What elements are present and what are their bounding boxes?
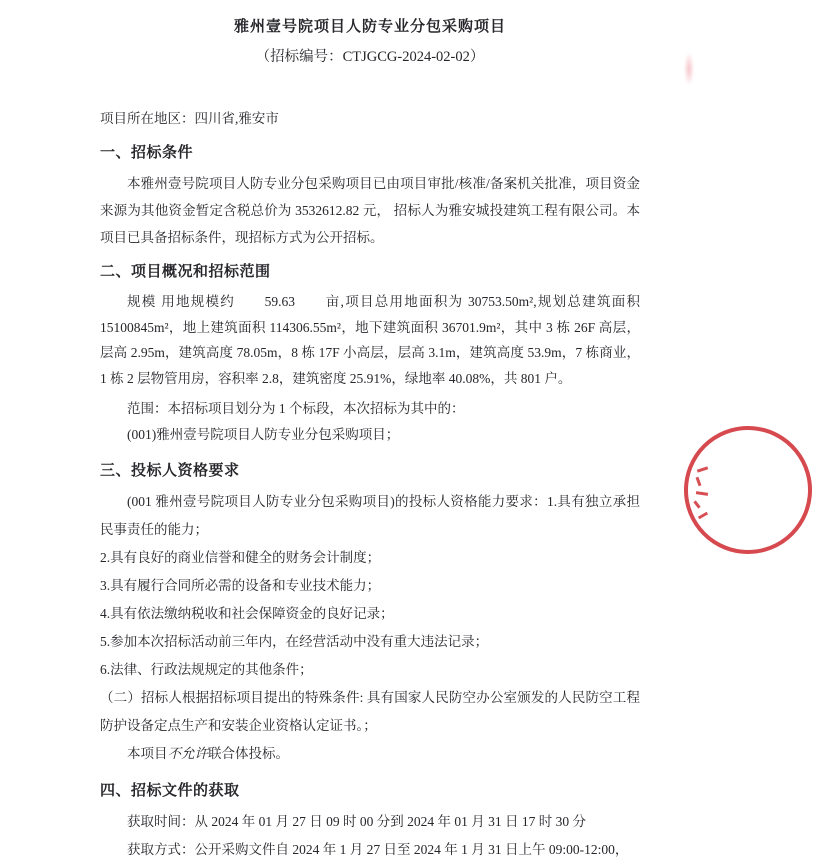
- joint-venture-not-allowed: 不允许: [167, 746, 208, 761]
- joint-venture-prefix: 本项目: [127, 746, 168, 761]
- qualification-item: 3.具有履行合同所必需的设备和专业技术能力；: [100, 578, 381, 593]
- obtain-method-paragraph: 获取方式：公开采购文件自 2024 年 1 月 27 日至 2024 年 1 月 31 日上午 09:00-12:00，: [127, 842, 629, 857]
- package-paragraph: (001)雅州壹号院项目人防专业分包采购项目；: [127, 426, 400, 442]
- joint-venture-suffix: 联合体投标。: [208, 746, 289, 761]
- section-1-heading: 一、招标条件: [100, 144, 194, 161]
- qualification-intro: (001 雅州壹号院项目人防专业分包采购项目)的投标人资格能力要求：1.具有独立承担民事责任的能力；: [100, 494, 640, 537]
- section-3-heading: 三、投标人资格要求: [100, 462, 240, 479]
- section-1-paragraph: 本雅州壹号院项目人防专业分包采购项目已由项目审批/核准/备案机关批准，项目资金来源为其他资金暂定含税总价为 3532612.82 元， 招标人为雅安城投建筑工程有限公司。本项目已具备招标条件，现招标方式为公开招标。: [100, 176, 640, 245]
- doc-title: 雅州壹号院项目人防专业分包采购项目: [233, 19, 506, 35]
- scale-paragraph: 规模 用地规模约 59.63 亩,项目总用地面积为 30753.50m²,规划总建筑面积 15100845m²，地上建筑面积 114306.55m²，地下建筑面积 36701.9m²，其中 3 栋 26F 高层，层高 2.95m，建筑高度 78.05m，8 栋 17F 小高层，层高 3.1m，建筑高度 53.9m，7 栋商业，1 栋 2 层物管用房，容积率 2.8，建筑密度 25.91%，绿地率 40.08%，共 801 户。: [100, 294, 640, 386]
- red-seal-arc: [678, 420, 818, 561]
- scope-paragraph: 范围：本招标项目划分为 1 个标段，本次招标为其中的：: [127, 401, 465, 416]
- qualification-item: 4.具有依法缴纳税收和社会保障资金的良好记录；: [100, 606, 394, 621]
- faint-red-mark: [684, 52, 694, 86]
- qualification-item: 6.法律、行政法规规定的其他条件；: [100, 662, 313, 677]
- special-condition-paragraph: （二）招标人根据招标项目提出的特殊条件: 具有国家人民防空办公室颁发的人民防空工程防护设备定点生产和安装企业资格认定证书。；: [100, 690, 640, 733]
- section-2-heading: 二、项目概况和招标范围: [100, 263, 271, 280]
- document-content: [100, 12, 640, 864]
- obtain-time-paragraph: 获取时间：从 2024 年 01 月 27 日 09 时 00 分到 2024 年 01 月 31 日 17 时 30 分: [127, 814, 586, 829]
- section-4-heading: 四、招标文件的获取: [100, 782, 240, 799]
- qualification-item: 5.参加本次招标活动前三年内，在经营活动中没有重大违法记录；: [100, 634, 489, 649]
- doc-subtitle: （招标编号：CTJGCG-2024-02-02）: [255, 49, 485, 65]
- joint-venture-paragraph: [100, 740, 640, 768]
- qualification-item: 2.具有良好的商业信誉和健全的财务会计制度；: [100, 550, 381, 565]
- project-location: 项目所在地区：四川省,雅安市: [100, 111, 279, 126]
